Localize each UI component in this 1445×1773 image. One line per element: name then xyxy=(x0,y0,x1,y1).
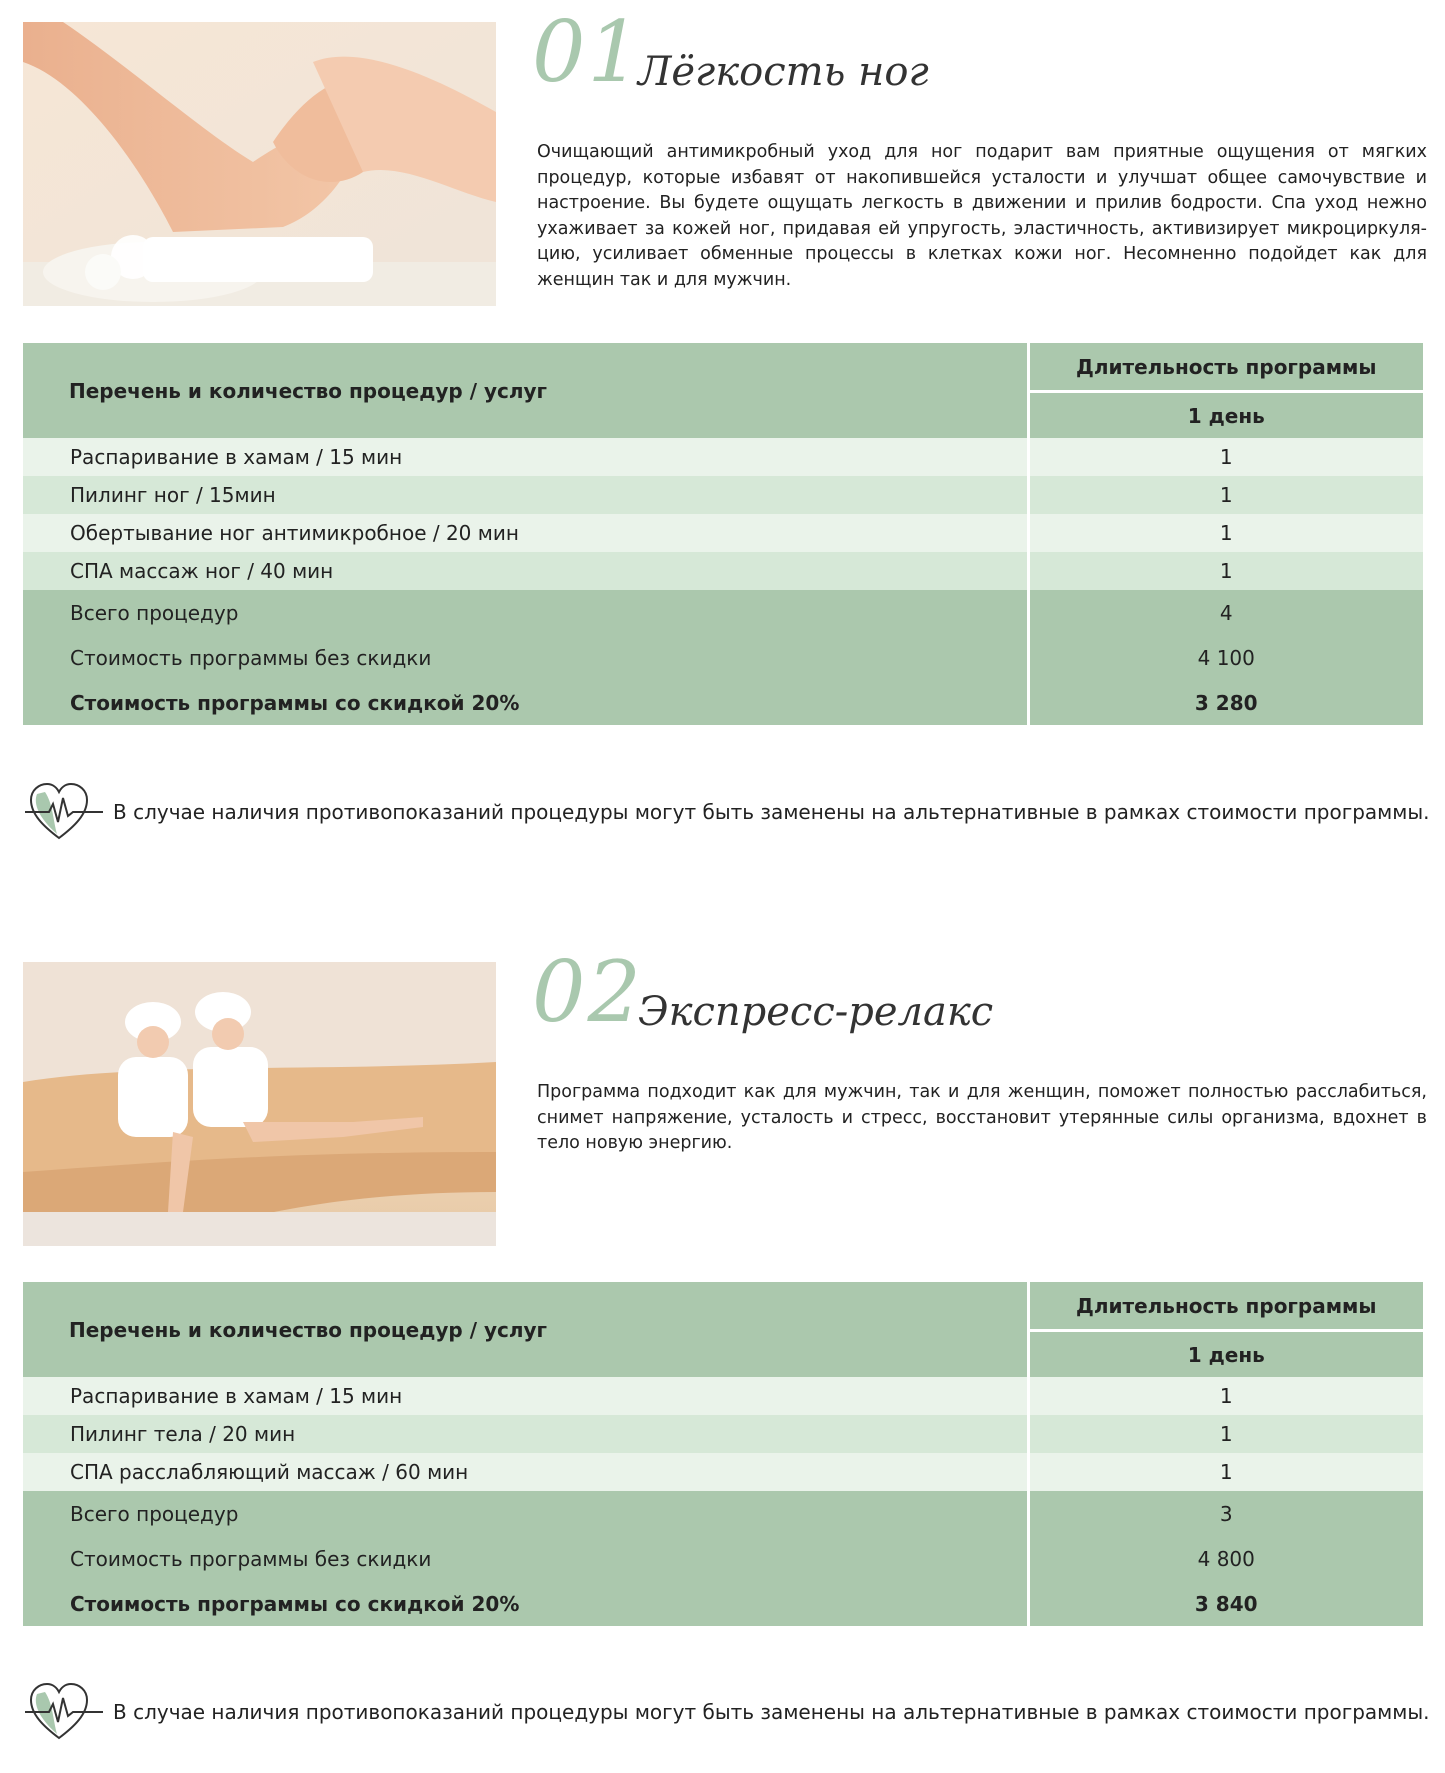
total-row xyxy=(23,590,1423,635)
total-label: Всего процедур xyxy=(23,590,1028,635)
duration-column-header: Длительность программы xyxy=(1028,1282,1423,1331)
total-row xyxy=(23,1491,1423,1536)
price-row xyxy=(23,635,1423,680)
duration-value: 1 день xyxy=(1028,1331,1423,1378)
total-value: 4 xyxy=(1028,590,1423,635)
services-column-header: Перечень и количество процедур / услуг xyxy=(23,343,1028,438)
discount-value: 3 280 xyxy=(1028,680,1423,725)
discount-label: Стоимость программы со скидкой 20% xyxy=(23,1581,1028,1626)
contraindication-note xyxy=(23,1680,1443,1744)
table-row xyxy=(23,476,1423,514)
service-qty: 1 xyxy=(1028,476,1423,514)
table-row xyxy=(23,1415,1423,1453)
program-title: Лёгкость ног xyxy=(638,49,929,95)
service-qty: 1 xyxy=(1028,438,1423,476)
program-description: Очищающий антимикробный уход для ног подарит вам приятные ощущения от мягких процедур, которые избавят от накопившейся усталости и улучшат общее самочувствие и настроение. Вы будете ощущать легкость в движении и прилив бодрости. Спа уход нежно ухаживает за кожей ног, придавая ей упругость, эластичность, активизирует микроциркуля-цию, усиливает обменные процессы в клетках кожи ног. Несомненно подойдет как для женщин так и для мужчин. xyxy=(537,142,1427,290)
hammam-photo xyxy=(23,962,496,1246)
total-value: 3 xyxy=(1028,1491,1423,1536)
service-name: Распаривание в хамам / 15 мин xyxy=(23,1377,1028,1415)
table-row xyxy=(23,438,1423,476)
program-number: 02 xyxy=(532,943,643,1041)
discount-row xyxy=(23,680,1423,725)
table-row xyxy=(23,552,1423,590)
duration-value: 1 день xyxy=(1028,392,1423,439)
service-name: Обертывание ног антимикробное / 20 мин xyxy=(23,514,1028,552)
service-qty: 1 xyxy=(1028,1415,1423,1453)
program-number: 01 xyxy=(532,3,643,101)
table-header-row xyxy=(23,1282,1423,1331)
price-label: Стоимость программы без скидки xyxy=(23,1536,1028,1581)
price-value: 4 100 xyxy=(1028,635,1423,680)
price-label: Стоимость программы без скидки xyxy=(23,635,1028,680)
service-name: Распаривание в хамам / 15 мин xyxy=(23,438,1028,476)
duration-column-header: Длительность программы xyxy=(1028,343,1423,392)
price-row xyxy=(23,1536,1423,1581)
table-row xyxy=(23,514,1423,552)
service-name: Пилинг ног / 15мин xyxy=(23,476,1028,514)
price-value: 4 800 xyxy=(1028,1536,1423,1581)
program-title: Экспресс-релакс xyxy=(638,989,994,1035)
table-row xyxy=(23,1377,1423,1415)
heart-pulse-icon xyxy=(23,780,105,844)
service-qty: 1 xyxy=(1028,1453,1423,1491)
table-header-row xyxy=(23,343,1423,392)
service-name: СПА расслабляющий массаж / 60 мин xyxy=(23,1453,1028,1491)
program-table xyxy=(23,1282,1423,1626)
discount-row xyxy=(23,1581,1423,1626)
program-table xyxy=(23,343,1423,725)
discount-label: Стоимость программы со скидкой 20% xyxy=(23,680,1028,725)
service-qty: 1 xyxy=(1028,552,1423,590)
program-description: Программа подходит как для мужчин, так и для женщин, поможет полностью расслабиться, снимет напряжение, усталость и стресс, восстановит утерянные силы организма, вдохнет в тело новую энергию. xyxy=(537,1082,1427,1153)
table-row xyxy=(23,1453,1423,1491)
service-name: СПА массаж ног / 40 мин xyxy=(23,552,1028,590)
foot-massage-photo xyxy=(23,22,496,306)
heart-pulse-icon xyxy=(23,1680,105,1744)
total-label: Всего процедур xyxy=(23,1491,1028,1536)
services-column-header: Перечень и количество процедур / услуг xyxy=(23,1282,1028,1377)
note-text: В случае наличия противопоказаний процедуры могут быть заменены на альтернативные в рамках стоимости программы. xyxy=(113,800,1430,824)
contraindication-note xyxy=(23,780,1443,844)
service-name: Пилинг тела / 20 мин xyxy=(23,1415,1028,1453)
note-text: В случае наличия противопоказаний процедуры могут быть заменены на альтернативные в рамках стоимости программы. xyxy=(113,1700,1430,1724)
service-qty: 1 xyxy=(1028,514,1423,552)
discount-value: 3 840 xyxy=(1028,1581,1423,1626)
service-qty: 1 xyxy=(1028,1377,1423,1415)
